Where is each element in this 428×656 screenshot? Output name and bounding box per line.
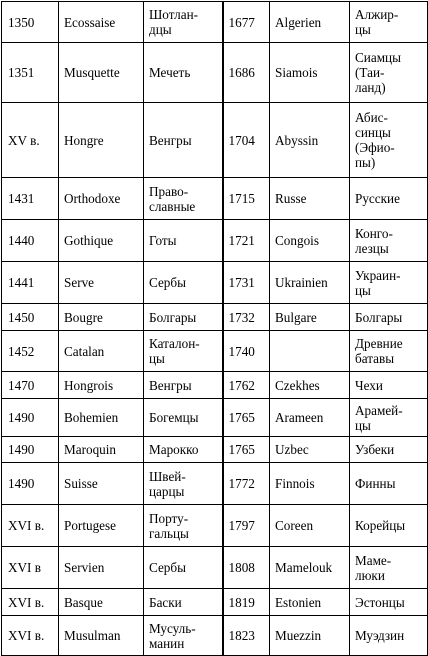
left-french-term-cell: Bohemien bbox=[59, 399, 144, 437]
right-year-cell: 1740 bbox=[223, 331, 270, 372]
left-russian-term-cell: Сербы bbox=[144, 262, 223, 304]
right-russian-term-cell: Абис- синцы (Эфио- пы) bbox=[350, 103, 428, 178]
left-french-term-cell: Basque bbox=[59, 589, 144, 616]
left-year-cell: XVI в bbox=[2, 547, 59, 589]
left-year-cell: 1441 bbox=[2, 262, 59, 304]
right-french-term-cell: Congois bbox=[270, 220, 350, 262]
right-year-cell: 1686 bbox=[223, 43, 270, 103]
left-year-cell: XVI в. bbox=[2, 589, 59, 616]
left-russian-term-cell: Болгары bbox=[144, 304, 223, 331]
left-french-term-cell: Bougre bbox=[59, 304, 144, 331]
left-year-cell: 1350 bbox=[2, 2, 59, 43]
table-row bbox=[2, 547, 428, 589]
right-year-cell: 1731 bbox=[223, 262, 270, 304]
ethnonym-table bbox=[1, 1, 428, 656]
right-french-term-cell bbox=[270, 331, 350, 372]
right-russian-term-cell: Узбеки bbox=[350, 437, 428, 463]
right-year-cell: 1704 bbox=[223, 103, 270, 178]
table-row bbox=[2, 463, 428, 505]
right-year-cell: 1823 bbox=[223, 616, 270, 656]
right-french-term-cell: Abyssin bbox=[270, 103, 350, 178]
left-russian-term-cell: Богемцы bbox=[144, 399, 223, 437]
left-french-term-cell: Orthodoxe bbox=[59, 178, 144, 220]
right-year-cell: 1765 bbox=[223, 399, 270, 437]
right-russian-term-cell: Алжир- цы bbox=[350, 2, 428, 43]
right-french-term-cell: Estonien bbox=[270, 589, 350, 616]
right-french-term-cell: Czekhes bbox=[270, 372, 350, 399]
table-row bbox=[2, 2, 428, 43]
left-year-cell: 1431 bbox=[2, 178, 59, 220]
right-russian-term-cell: Финны bbox=[350, 463, 428, 505]
table-row bbox=[2, 399, 428, 437]
table-row bbox=[2, 437, 428, 463]
right-russian-term-cell: Корейцы bbox=[350, 505, 428, 547]
left-year-cell: 1490 bbox=[2, 463, 59, 505]
right-russian-term-cell: Муэдзин bbox=[350, 616, 428, 656]
left-french-term-cell: Hongrois bbox=[59, 372, 144, 399]
left-russian-term-cell: Каталон- цы bbox=[144, 331, 223, 372]
left-russian-term-cell: Мечеть bbox=[144, 43, 223, 103]
right-russian-term-cell: Чехи bbox=[350, 372, 428, 399]
table-body bbox=[2, 2, 428, 656]
left-french-term-cell: Musquette bbox=[59, 43, 144, 103]
right-year-cell: 1808 bbox=[223, 547, 270, 589]
right-year-cell: 1797 bbox=[223, 505, 270, 547]
right-year-cell: 1721 bbox=[223, 220, 270, 262]
right-russian-term-cell: Древние батавы bbox=[350, 331, 428, 372]
right-french-term-cell: Siamois bbox=[270, 43, 350, 103]
left-russian-term-cell: Мусуль- манин bbox=[144, 616, 223, 656]
right-french-term-cell: Bulgare bbox=[270, 304, 350, 331]
left-french-term-cell: Serve bbox=[59, 262, 144, 304]
right-year-cell: 1715 bbox=[223, 178, 270, 220]
left-french-term-cell: Gothique bbox=[59, 220, 144, 262]
left-russian-term-cell: Баски bbox=[144, 589, 223, 616]
table-row bbox=[2, 220, 428, 262]
right-russian-term-cell: Арамей- цы bbox=[350, 399, 428, 437]
table-row bbox=[2, 372, 428, 399]
right-russian-term-cell: Эстонцы bbox=[350, 589, 428, 616]
right-year-cell: 1732 bbox=[223, 304, 270, 331]
left-year-cell: XVI в. bbox=[2, 505, 59, 547]
table-row bbox=[2, 616, 428, 656]
right-french-term-cell: Muezzin bbox=[270, 616, 350, 656]
right-russian-term-cell: Русские bbox=[350, 178, 428, 220]
right-french-term-cell: Ukrainien bbox=[270, 262, 350, 304]
right-year-cell: 1819 bbox=[223, 589, 270, 616]
left-russian-term-cell: Швей- царцы bbox=[144, 463, 223, 505]
left-year-cell: XVI в. bbox=[2, 616, 59, 656]
table-row bbox=[2, 589, 428, 616]
left-french-term-cell: Servien bbox=[59, 547, 144, 589]
left-year-cell: 1440 bbox=[2, 220, 59, 262]
right-french-term-cell: Uzbec bbox=[270, 437, 350, 463]
left-year-cell: 1470 bbox=[2, 372, 59, 399]
left-french-term-cell: Ecossaise bbox=[59, 2, 144, 43]
right-russian-term-cell: Маме- люки bbox=[350, 547, 428, 589]
left-year-cell: XV в. bbox=[2, 103, 59, 178]
right-french-term-cell: Arameen bbox=[270, 399, 350, 437]
right-russian-term-cell: Конго- лезцы bbox=[350, 220, 428, 262]
right-french-term-cell: Coreen bbox=[270, 505, 350, 547]
left-year-cell: 1452 bbox=[2, 331, 59, 372]
left-russian-term-cell: Шотлан- дцы bbox=[144, 2, 223, 43]
right-year-cell: 1762 bbox=[223, 372, 270, 399]
table-row bbox=[2, 43, 428, 103]
left-russian-term-cell: Право- славные bbox=[144, 178, 223, 220]
table-row bbox=[2, 103, 428, 178]
left-french-term-cell: Maroquin bbox=[59, 437, 144, 463]
left-russian-term-cell: Готы bbox=[144, 220, 223, 262]
right-russian-term-cell: Сиамцы (Таи- ланд) bbox=[350, 43, 428, 103]
table-row bbox=[2, 262, 428, 304]
right-russian-term-cell: Болгары bbox=[350, 304, 428, 331]
right-year-cell: 1677 bbox=[223, 2, 270, 43]
left-year-cell: 1490 bbox=[2, 437, 59, 463]
table-row bbox=[2, 331, 428, 372]
right-french-term-cell: Finnois bbox=[270, 463, 350, 505]
left-french-term-cell: Hongre bbox=[59, 103, 144, 178]
left-year-cell: 1450 bbox=[2, 304, 59, 331]
left-french-term-cell: Suisse bbox=[59, 463, 144, 505]
left-french-term-cell: Portugese bbox=[59, 505, 144, 547]
table-row bbox=[2, 505, 428, 547]
left-year-cell: 1351 bbox=[2, 43, 59, 103]
left-french-term-cell: Musulman bbox=[59, 616, 144, 656]
table-row bbox=[2, 304, 428, 331]
left-russian-term-cell: Венгры bbox=[144, 103, 223, 178]
right-year-cell: 1772 bbox=[223, 463, 270, 505]
left-year-cell: 1490 bbox=[2, 399, 59, 437]
left-russian-term-cell: Венгры bbox=[144, 372, 223, 399]
left-russian-term-cell: Сербы bbox=[144, 547, 223, 589]
left-russian-term-cell: Марокко bbox=[144, 437, 223, 463]
right-french-term-cell: Russe bbox=[270, 178, 350, 220]
right-russian-term-cell: Украин- цы bbox=[350, 262, 428, 304]
right-french-term-cell: Mamelouk bbox=[270, 547, 350, 589]
left-french-term-cell: Catalan bbox=[59, 331, 144, 372]
right-french-term-cell: Algerien bbox=[270, 2, 350, 43]
table-row bbox=[2, 178, 428, 220]
left-russian-term-cell: Порту- гальцы bbox=[144, 505, 223, 547]
right-year-cell: 1765 bbox=[223, 437, 270, 463]
